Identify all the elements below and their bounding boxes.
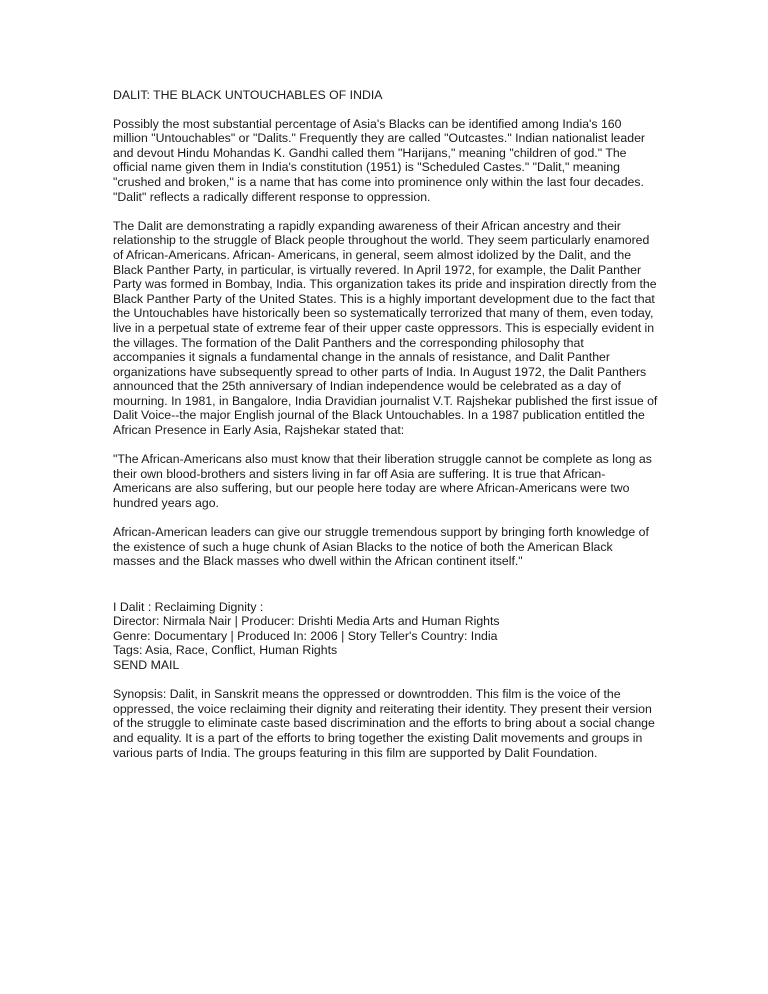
paragraph-dalit-panthers: The Dalit are demonstrating a rapidly expanding awareness of their African ancestry and their relationship to the struggle of Black people throughout the world. They seem particularly enamored of African-Americans. African- Americans, in general, seem almost idolized by the Dalit, and the Black Panther Party, in particular, is virtually revered. In April 1972, for example, the Dalit Panther Party was formed in Bombay, India. This organization takes its pride and inspiration directly from the Black Panther Party of the United States. This is a highly important development due to the fact that the Untouchables have historically been so systematically terrorized that many of them, even today, live in a perpetual state of extreme fear of their upper caste oppressors. This is especially evident in the villages. The formation of the Dalit Panthers and the corresponding philosophy that accompanies it signals a fundamental change in the annals of resistance, and Dalit Panther organizations have subsequently spread to other parts of India. In August 1972, the Dalit Panthers announced that the 25th anniversary of Indian independence would be celebrated as a day of mourning. In 1981, in Bangalore, India Dravidian journalist V.T. Rajshekar published the first issue of Dalit Voice--the major English journal of the Black Untouchables. In a 1987 publication entitled the African Presence in Early Asia, Rajshekar stated that: [113,218,658,438]
film-synopsis: Synopsis: Dalit, in Sanskrit means the oppressed or downtrodden. This film is the voice of the oppressed, the voice reclaiming their dignity and reiterating their identity. They present their version of the struggle to eliminate caste based discrimination and the efforts to bring about a social change and equality. It is a part of the efforts to bring together the existing Dalit movements and groups in various parts of India. The groups featuring in this film are supported by Dalit Foundation. [113,687,655,760]
film-info [113,600,658,673]
film-title: I Dalit : Reclaiming Dignity : [113,599,264,614]
document-title: DALIT: THE BLACK UNTOUCHABLES OF INDIA [113,88,383,102]
paragraph-intro: Possibly the most substantial percentage of Asia's Blacks can be identified among India's 160 million "Untouchables" or "Dalits." Frequently they are called "Outcastes." Indian nationalist leader and devout Hindu Mohandas K. Gandhi called them "Harijans," meaning "children of god." The official name given them in India's constitution (1951) is "Scheduled Castes." "Dalit," meaning "crushed and broken," is a name that has come into prominence only within the last four decades. "Dalit" reflects a radically different response to oppression. [113,116,645,204]
film-genre: Genre: Documentary | Produced In: 2006 | Story Teller's Country: India [113,628,498,643]
section-spacer [113,584,658,600]
document-page [113,88,658,775]
send-mail-link[interactable]: SEND MAIL [113,657,180,672]
paragraph-quote-part-2: African-American leaders can give our struggle tremendous support by bringing forth knowledge of the existence of such a huge chunk of Asian Blacks to the notice of both the American Black masses and the Black masses who dwell within the African continent itself." [113,525,649,569]
film-credits: Director: Nirmala Nair | Producer: Drishti Media Arts and Human Rights [113,614,500,629]
film-tags: Tags: Asia, Race, Conflict, Human Rights [113,643,338,658]
paragraph-quote-part-1: "The African-Americans also must know that their liberation struggle cannot be complete as long as their own blood-brothers and sisters living in far off Asia are suffering. It is true that African-Americans are also suffering, but our people here today are where African-Americans were two hundred years ago. [113,452,652,511]
